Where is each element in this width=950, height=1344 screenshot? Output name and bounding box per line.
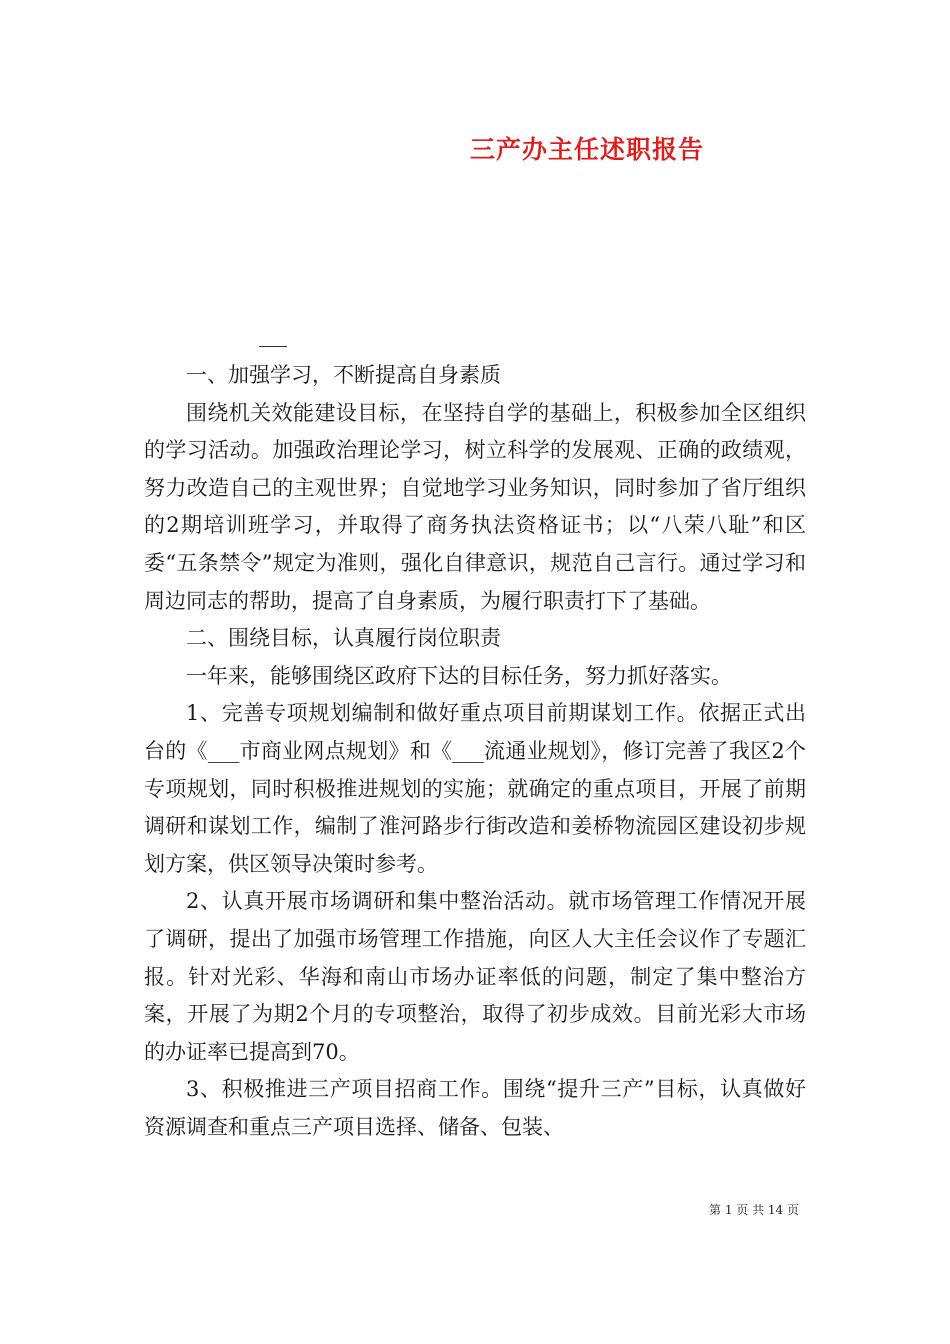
body-paragraph: 围绕机关效能建设目标，在坚持自学的基础上，积极参加全区组织的学习活动。加强政治理论学习，树立科学的发展观、正确的政绩观，努力改造自己的主观世界；自觉地学习业务知识，同时参加了省厅组织的2期培训班学习，并取得了商务执法资格证书；以“八荣八耻”和区委“五条禁令”规定为准则，强化自律意识，规范自己言行。通过学习和周边同志的帮助，提高了自身素质，为履行职责打下了基础。 <box>144 400 806 613</box>
document-title: 三产办主任述职报告 <box>470 135 705 164</box>
section-heading-1: 一、加强学习，不断提高自身素质 <box>186 363 501 387</box>
body-paragraph: 1、完善专项规划编制和做好重点项目前期谋划工作。依据正式出台的《___市商业网点规划》和《___流通业规划》，修订完善了我区2个专项规划，同时积极推进规划的实施；就确定的重点项目，开展了前期调研和谋划工作，编制了淮河路步行街改造和姜桥物流园区建设初步规划方案，供区领导决策时参考。 <box>144 701 806 876</box>
body-paragraph: 2、认真开展市场调研和集中整治活动。就市场管理工作情况开展了调研，提出了加强市场管理工作措施，向区人大主任会议作了专题汇报。针对光彩、华海和南山市场办证率低的问题，制定了集中整治方案，开展了为期2个月的专项整治，取得了初步成效。目前光彩大市场的办证率已提高到70。 <box>144 889 806 1064</box>
body-paragraph: 3、积极推进三产项目招商工作。围绕“提升三产”目标，认真做好资源调查和重点三产项目选择、储备、包装、 <box>144 1077 806 1139</box>
section-heading-2: 二、围绕目标，认真履行岗位职责 <box>186 626 501 651</box>
document-body <box>144 357 806 1146</box>
page-number: 第 1 页 共 14 页 <box>709 1203 799 1217</box>
header-rule <box>259 346 287 347</box>
body-paragraph: 一年来，能够围绕区政府下达的目标任务，努力抓好落实。 <box>186 663 732 688</box>
